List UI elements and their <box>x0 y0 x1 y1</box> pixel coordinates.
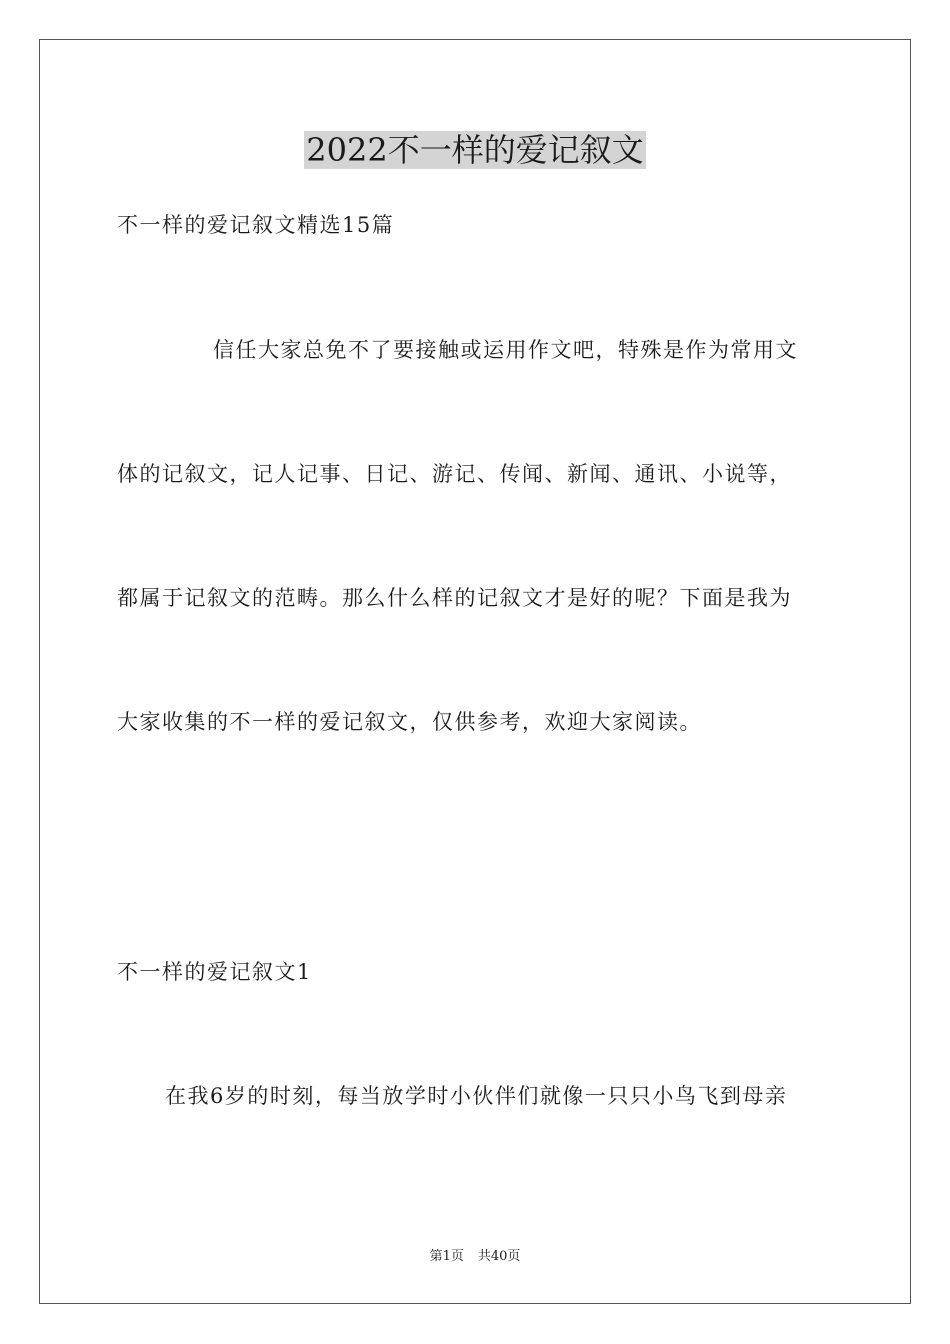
page-total: 共40页 <box>477 1249 521 1264</box>
document-subtitle: 不一样的爱记叙文精选15篇 <box>117 213 395 237</box>
page-footer <box>0 1248 950 1266</box>
intro-paragraph-line: 都属于记叙文的范畴。那么什么样的记叙文才是好的呢？下面是我为 <box>117 586 792 610</box>
intro-paragraph-line: 大家收集的不一样的爱记叙文，仅供参考，欢迎大家阅读。 <box>117 710 702 734</box>
page-number: 第1页 <box>429 1249 464 1264</box>
section-paragraph-line: 在我6岁的时刻，每当放学时小伙伴们就像一只只小鸟飞到母亲 <box>165 1084 788 1108</box>
section-heading: 不一样的爱记叙文1 <box>117 960 312 984</box>
intro-paragraph-line: 体的记叙文，记人记事、日记、游记、传闻、新闻、通讯、小说等， <box>117 462 792 486</box>
intro-paragraph-line: 信任大家总免不了要接触或运用作文吧，特殊是作为常用文 <box>213 338 798 362</box>
document-title: 2022不一样的爱记叙文 <box>306 131 644 169</box>
